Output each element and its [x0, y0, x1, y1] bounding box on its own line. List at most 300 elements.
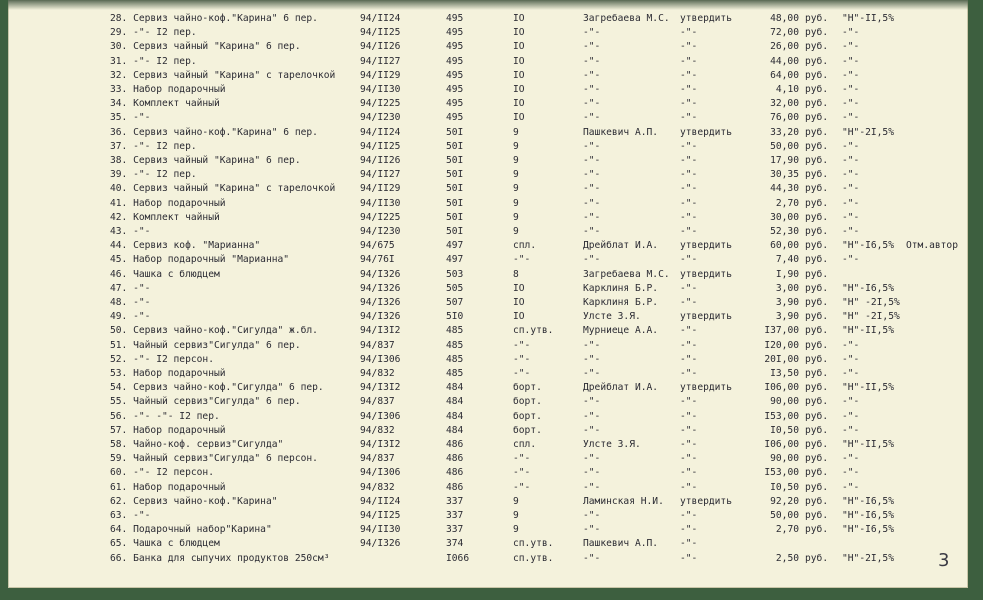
cell-tag: -"- — [842, 481, 860, 493]
cell-tag: -"- — [842, 27, 860, 39]
cell-qty: 495 — [446, 69, 464, 81]
cell-price: I3,50 — [770, 368, 799, 379]
cell-person: -"- — [583, 27, 601, 39]
cell-person: -"- — [583, 41, 601, 53]
cell-action: утвердить — [680, 126, 732, 138]
cell-rub: руб. — [805, 55, 829, 67]
cell-code: 94/II27 — [360, 169, 401, 181]
cell-qty: 486 — [446, 439, 464, 450]
ledger-row — [8, 12, 968, 25]
cell-rub: руб. — [805, 552, 829, 564]
cell-code: 94/II29 — [360, 183, 401, 195]
cell-name: 37. -"- I2 пер. — [110, 140, 197, 152]
cell-person: -"- — [583, 410, 601, 422]
cell-code: 94/832 — [360, 481, 395, 493]
cell-name: 28. Сервиз чайно-коф."Карина" 6 пер. — [110, 13, 318, 24]
cell-tag: -"- — [842, 453, 860, 465]
cell-qty: 484 — [446, 382, 464, 394]
cell-tag: "Н"-II,5% — [842, 382, 894, 394]
cell-person: Загребаева М.С. — [583, 13, 670, 24]
cell-name: 61. Набор подарочный — [110, 481, 226, 493]
ledger-row — [8, 481, 968, 494]
cell-qty: 374 — [446, 538, 464, 550]
ledger-page — [8, 0, 968, 588]
cell-action: -"- — [680, 98, 698, 110]
cell-rub: руб. — [805, 155, 829, 166]
cell-price: I06,00 — [764, 382, 799, 394]
cell-action: -"- — [680, 353, 698, 365]
cell-tag: "Н"-II,5% — [842, 439, 894, 450]
cell-name: 65. Чашка с блюдцем — [110, 538, 220, 550]
ledger-row — [8, 324, 968, 337]
cell-person: -"- — [583, 211, 601, 223]
ledger-row — [8, 239, 968, 252]
cell-code: 94/675 — [360, 240, 395, 252]
cell-qty: 495 — [446, 55, 464, 67]
cell-code: 94/I326 — [360, 297, 401, 308]
cell-tag: -"- — [842, 353, 860, 365]
cell-rub: руб. — [805, 126, 829, 138]
cell-qty: 495 — [446, 13, 464, 24]
cell-tag: -"- — [842, 226, 860, 237]
cell-name: 44. Сервиз коф. "Марианна" — [110, 240, 261, 252]
cell-action: -"- — [680, 183, 698, 195]
cell-action: -"- — [680, 467, 698, 479]
ledger-row — [8, 182, 968, 195]
cell-unit: IO — [513, 98, 525, 110]
cell-name: 46. Чашка с блюдцем — [110, 268, 220, 280]
cell-name: 50. Сервиз чайно-коф."Сигулда" ж.бл. — [110, 325, 318, 337]
cell-price: 48,00 — [770, 13, 799, 24]
cell-person: -"- — [583, 254, 601, 266]
ledger-row — [8, 367, 968, 380]
cell-tag: -"- — [842, 155, 860, 166]
cell-price: 76,00 — [770, 112, 799, 124]
cell-code: 94/I225 — [360, 98, 401, 110]
cell-action: утвердить — [680, 311, 732, 323]
cell-name: 47. -"- — [110, 282, 151, 294]
cell-price: 17,90 — [770, 155, 799, 166]
ledger-row — [8, 69, 968, 82]
cell-person: -"- — [583, 183, 601, 195]
cell-action: -"- — [680, 524, 698, 536]
cell-price: I0,50 — [770, 424, 799, 436]
cell-qty: 505 — [446, 282, 464, 294]
cell-code: 94/I326 — [360, 538, 401, 550]
cell-code: 94/I306 — [360, 467, 401, 479]
ledger-row — [8, 253, 968, 266]
cell-action: утвердить — [680, 268, 732, 280]
cell-qty: 486 — [446, 467, 464, 479]
cell-qty: 50I — [446, 126, 464, 138]
cell-rub: руб. — [805, 211, 829, 223]
cell-unit: 9 — [513, 510, 519, 521]
cell-person: -"- — [583, 467, 601, 479]
ledger-row — [8, 111, 968, 124]
cell-person: Ламинская Н.И. — [583, 495, 664, 507]
cell-action: -"- — [680, 424, 698, 436]
cell-price: 90,00 — [770, 396, 799, 408]
cell-name: 31. -"- I2 пер. — [110, 55, 197, 67]
cell-action: -"- — [680, 155, 698, 166]
ledger-row — [8, 353, 968, 366]
cell-name: 64. Подарочный набор"Карина" — [110, 524, 272, 536]
cell-action: -"- — [680, 112, 698, 124]
cell-name: 48. -"- — [110, 297, 151, 308]
cell-tag: -"- — [842, 254, 860, 266]
cell-person: -"- — [583, 424, 601, 436]
cell-action: -"- — [680, 410, 698, 422]
cell-qty: 495 — [446, 41, 464, 53]
cell-unit: 9 — [513, 197, 519, 209]
ledger-row — [8, 466, 968, 479]
cell-qty: 485 — [446, 339, 464, 351]
cell-code: 94/II26 — [360, 41, 401, 53]
cell-code: 94/I326 — [360, 282, 401, 294]
cell-action: -"- — [680, 69, 698, 81]
cell-rub: руб. — [805, 13, 829, 24]
cell-price: 30,35 — [770, 169, 799, 181]
cell-tag: "Н"-I6,5% — [842, 282, 894, 294]
cell-rub: руб. — [805, 27, 829, 39]
cell-qty: 50I — [446, 140, 464, 152]
cell-person: Мурниеце А.А. — [583, 325, 659, 337]
cell-rub: руб. — [805, 69, 829, 81]
ledger-row — [8, 438, 968, 451]
cell-price: 44,00 — [770, 55, 799, 67]
cell-person: -"- — [583, 510, 601, 521]
ledger-row — [8, 83, 968, 96]
cell-action: -"- — [680, 552, 698, 564]
cell-name: 34. Комплект чайный — [110, 98, 220, 110]
cell-qty: 497 — [446, 254, 464, 266]
cell-action: -"- — [680, 453, 698, 465]
cell-unit: 8 — [513, 268, 519, 280]
cell-action: -"- — [680, 169, 698, 181]
cell-action: -"- — [680, 339, 698, 351]
cell-note: Отм.автор — [906, 240, 958, 252]
cell-name: 56. -"- -"- I2 пер. — [110, 410, 220, 422]
cell-action: -"- — [680, 538, 698, 550]
cell-tag: "Н"-2I,5% — [842, 552, 894, 564]
cell-code: 94/I306 — [360, 410, 401, 422]
cell-action: -"- — [680, 226, 698, 237]
cell-unit: IO — [513, 311, 525, 323]
cell-code: 94/II27 — [360, 55, 401, 67]
ledger-row — [8, 40, 968, 53]
cell-qty: 485 — [446, 353, 464, 365]
cell-rub: руб. — [805, 311, 829, 323]
cell-price: 50,00 — [770, 510, 799, 521]
ledger-row — [8, 381, 968, 394]
cell-unit: IO — [513, 297, 525, 308]
cell-price: 64,00 — [770, 69, 799, 81]
cell-qty: 495 — [446, 84, 464, 95]
cell-tag: "Н"-I6,5% — [842, 510, 894, 521]
cell-person: -"- — [583, 453, 601, 465]
ledger-row — [8, 26, 968, 39]
ledger-row — [8, 339, 968, 352]
cell-unit: -"- — [513, 481, 531, 493]
ledger-row — [8, 197, 968, 210]
cell-name: 43. -"- — [110, 226, 151, 237]
cell-price: 2,70 — [775, 524, 799, 536]
cell-qty: 507 — [446, 297, 464, 308]
cell-name: 35. -"- — [110, 112, 151, 124]
cell-person: -"- — [583, 226, 601, 237]
cell-rub: руб. — [805, 396, 829, 408]
page-number: 3 — [938, 550, 950, 571]
cell-qty: 486 — [446, 481, 464, 493]
cell-price: I06,00 — [764, 439, 799, 450]
cell-unit: сп.утв. — [513, 325, 554, 337]
cell-tag: -"- — [842, 41, 860, 53]
cell-qty: 486 — [446, 453, 464, 465]
cell-rub: руб. — [805, 240, 829, 252]
cell-name: 38. Сервиз чайный "Карина" 6 пер. — [110, 155, 301, 166]
cell-tag: "Н"-I6,5% — [842, 495, 894, 507]
ledger-row — [8, 126, 968, 139]
cell-price: 3,90 — [775, 297, 799, 308]
cell-code: 94/832 — [360, 368, 395, 379]
cell-unit: IO — [513, 55, 525, 67]
cell-name: 54. Сервиз чайно-коф."Сигулда" 6 пер. — [110, 382, 324, 394]
cell-code: 94/I306 — [360, 353, 401, 365]
cell-qty: 485 — [446, 368, 464, 379]
cell-person: Пашкевич А.П. — [583, 538, 659, 550]
cell-tag: -"- — [842, 112, 860, 124]
cell-person: -"- — [583, 140, 601, 152]
ledger-row — [8, 537, 968, 550]
cell-rub: руб. — [805, 183, 829, 195]
cell-unit: борт. — [513, 410, 542, 422]
cell-rub: руб. — [805, 254, 829, 266]
cell-name: 32. Сервиз чайный "Карина" с тарелочкой — [110, 69, 336, 81]
cell-rub: руб. — [805, 325, 829, 337]
cell-action: -"- — [680, 439, 698, 450]
cell-unit: IO — [513, 13, 525, 24]
cell-unit: 9 — [513, 524, 519, 536]
cell-tag: -"- — [842, 69, 860, 81]
cell-unit: IO — [513, 41, 525, 53]
cell-rub: руб. — [805, 169, 829, 181]
cell-name: 33. Набор подарочный — [110, 84, 226, 95]
cell-name: 53. Набор подарочный — [110, 368, 226, 379]
cell-person: -"- — [583, 481, 601, 493]
cell-name: 55. Чайный сервиз"Сигулда" 6 пер. — [110, 396, 301, 408]
cell-name: 59. Чайный сервиз"Сигулда" 6 персон. — [110, 453, 318, 465]
cell-qty: 484 — [446, 396, 464, 408]
cell-code: 94/II26 — [360, 155, 401, 166]
cell-rub: руб. — [805, 495, 829, 507]
cell-code: 94/II25 — [360, 510, 401, 521]
cell-action: -"- — [680, 325, 698, 337]
ledger-row — [8, 310, 968, 323]
cell-tag: -"- — [842, 410, 860, 422]
cell-person: -"- — [583, 396, 601, 408]
cell-price: 72,00 — [770, 27, 799, 39]
cell-person: Загребаева М.С. — [583, 268, 670, 280]
cell-rub: руб. — [805, 382, 829, 394]
cell-person: Карклиня Б.Р. — [583, 282, 659, 294]
cell-qty: 497 — [446, 240, 464, 252]
cell-price: 50,00 — [770, 140, 799, 152]
cell-action: -"- — [680, 368, 698, 379]
cell-rub: руб. — [805, 368, 829, 379]
cell-unit: спл. — [513, 240, 537, 252]
cell-rub: руб. — [805, 410, 829, 422]
cell-person: -"- — [583, 169, 601, 181]
cell-unit: IO — [513, 27, 525, 39]
cell-price: 52,30 — [770, 226, 799, 237]
ledger-row — [8, 495, 968, 508]
cell-unit: IO — [513, 112, 525, 124]
cell-tag: -"- — [842, 98, 860, 110]
cell-price: I53,00 — [764, 467, 799, 479]
cell-rub: руб. — [805, 197, 829, 209]
cell-price: I53,00 — [764, 410, 799, 422]
cell-action: утвердить — [680, 240, 732, 252]
cell-qty: 495 — [446, 27, 464, 39]
cell-name: 66. Банка для сыпучих продуктов 250см³ — [110, 552, 330, 564]
cell-rub: руб. — [805, 98, 829, 110]
cell-unit: 9 — [513, 140, 519, 152]
cell-tag: -"- — [842, 368, 860, 379]
ledger-row — [8, 225, 968, 238]
cell-qty: 337 — [446, 510, 464, 521]
cell-unit: 9 — [513, 126, 519, 138]
cell-tag: -"- — [842, 197, 860, 209]
cell-action: -"- — [680, 27, 698, 39]
cell-person: Карклиня Б.Р. — [583, 297, 659, 308]
ledger-row — [8, 282, 968, 295]
cell-name: 58. Чайно-коф. сервиз"Сигулда" — [110, 439, 284, 450]
cell-tag: "Н"-I6,5% — [842, 240, 894, 252]
cell-person: -"- — [583, 552, 601, 564]
cell-action: -"- — [680, 197, 698, 209]
cell-name: 40. Сервиз чайный "Карина" с тарелочкой — [110, 183, 336, 195]
cell-code: 94/II29 — [360, 69, 401, 81]
cell-price: 4,10 — [775, 84, 799, 95]
cell-code: 94/II24 — [360, 13, 401, 24]
cell-code: 94/837 — [360, 339, 395, 351]
cell-rub: руб. — [805, 282, 829, 294]
cell-qty: 495 — [446, 112, 464, 124]
cell-qty: 50I — [446, 169, 464, 181]
cell-price: 60,00 — [770, 240, 799, 252]
cell-unit: борт. — [513, 382, 542, 394]
cell-code: 94/I3I2 — [360, 325, 401, 337]
cell-tag: -"- — [842, 55, 860, 67]
cell-rub: руб. — [805, 112, 829, 124]
cell-person: -"- — [583, 112, 601, 124]
cell-rub: руб. — [805, 140, 829, 152]
cell-price: 3,00 — [775, 282, 799, 294]
cell-rub: руб. — [805, 524, 829, 536]
cell-unit: сп.утв. — [513, 552, 554, 564]
cell-unit: IO — [513, 282, 525, 294]
cell-rub: руб. — [805, 297, 829, 308]
cell-name: 41. Набор подарочный — [110, 197, 226, 209]
cell-price: 2,50 — [775, 552, 799, 564]
cell-action: утвердить — [680, 382, 732, 394]
cell-unit: спл. — [513, 439, 537, 450]
cell-tag: -"- — [842, 211, 860, 223]
cell-unit: 9 — [513, 155, 519, 166]
cell-person: Дрейблат И.А. — [583, 240, 659, 252]
cell-name: 39. -"- I2 пер. — [110, 169, 197, 181]
ledger-row — [8, 97, 968, 110]
cell-code: 94/I3I2 — [360, 382, 401, 394]
cell-price: 92,20 — [770, 495, 799, 507]
cell-rub: руб. — [805, 481, 829, 493]
cell-tag: -"- — [842, 169, 860, 181]
cell-code: 94/II25 — [360, 27, 401, 39]
cell-name: 51. Чайный сервиз"Сигулда" 6 пер. — [110, 339, 301, 351]
cell-rub: руб. — [805, 467, 829, 479]
cell-code: 94/I326 — [360, 268, 401, 280]
cell-tag: -"- — [842, 396, 860, 408]
cell-name: 29. -"- I2 пер. — [110, 27, 197, 39]
cell-price: 3,90 — [775, 311, 799, 323]
ledger-row — [8, 154, 968, 167]
cell-qty: 484 — [446, 424, 464, 436]
ledger-row — [8, 523, 968, 536]
cell-unit: 9 — [513, 169, 519, 181]
cell-tag: -"- — [842, 339, 860, 351]
cell-tag: -"- — [842, 424, 860, 436]
ledger-row — [8, 395, 968, 408]
ledger-row — [8, 424, 968, 437]
cell-unit: борт. — [513, 396, 542, 408]
cell-qty: 50I — [446, 211, 464, 223]
cell-qty: 50I — [446, 226, 464, 237]
cell-unit: -"- — [513, 467, 531, 479]
cell-qty: 50I — [446, 197, 464, 209]
cell-unit: 9 — [513, 495, 519, 507]
cell-price: I,90 — [775, 268, 799, 280]
cell-price: 2,70 — [775, 197, 799, 209]
cell-name: 57. Набор подарочный — [110, 424, 226, 436]
cell-tag: -"- — [842, 140, 860, 152]
cell-unit: 9 — [513, 226, 519, 237]
ledger-row — [8, 140, 968, 153]
cell-person: -"- — [583, 339, 601, 351]
cell-price: I0,50 — [770, 481, 799, 493]
cell-qty: 50I — [446, 155, 464, 166]
cell-price: 90,00 — [770, 453, 799, 465]
cell-rub: руб. — [805, 268, 829, 280]
cell-code: 94/I230 — [360, 226, 401, 237]
cell-unit: 9 — [513, 211, 519, 223]
cell-person: Улсте З.Я. — [583, 311, 641, 323]
cell-qty: 337 — [446, 495, 464, 507]
cell-name: 62. Сервиз чайно-коф."Карина" — [110, 495, 278, 507]
cell-person: -"- — [583, 368, 601, 379]
cell-rub: руб. — [805, 439, 829, 450]
ledger-row — [8, 55, 968, 68]
cell-name: 42. Комплект чайный — [110, 211, 220, 223]
cell-person: Улсте З.Я. — [583, 439, 641, 450]
cell-code: 94/76I — [360, 254, 395, 266]
cell-qty: 484 — [446, 410, 464, 422]
cell-person: -"- — [583, 55, 601, 67]
cell-unit: -"- — [513, 353, 531, 365]
cell-action: -"- — [680, 211, 698, 223]
cell-code: 94/I230 — [360, 112, 401, 124]
cell-qty: 337 — [446, 524, 464, 536]
cell-rub: руб. — [805, 453, 829, 465]
